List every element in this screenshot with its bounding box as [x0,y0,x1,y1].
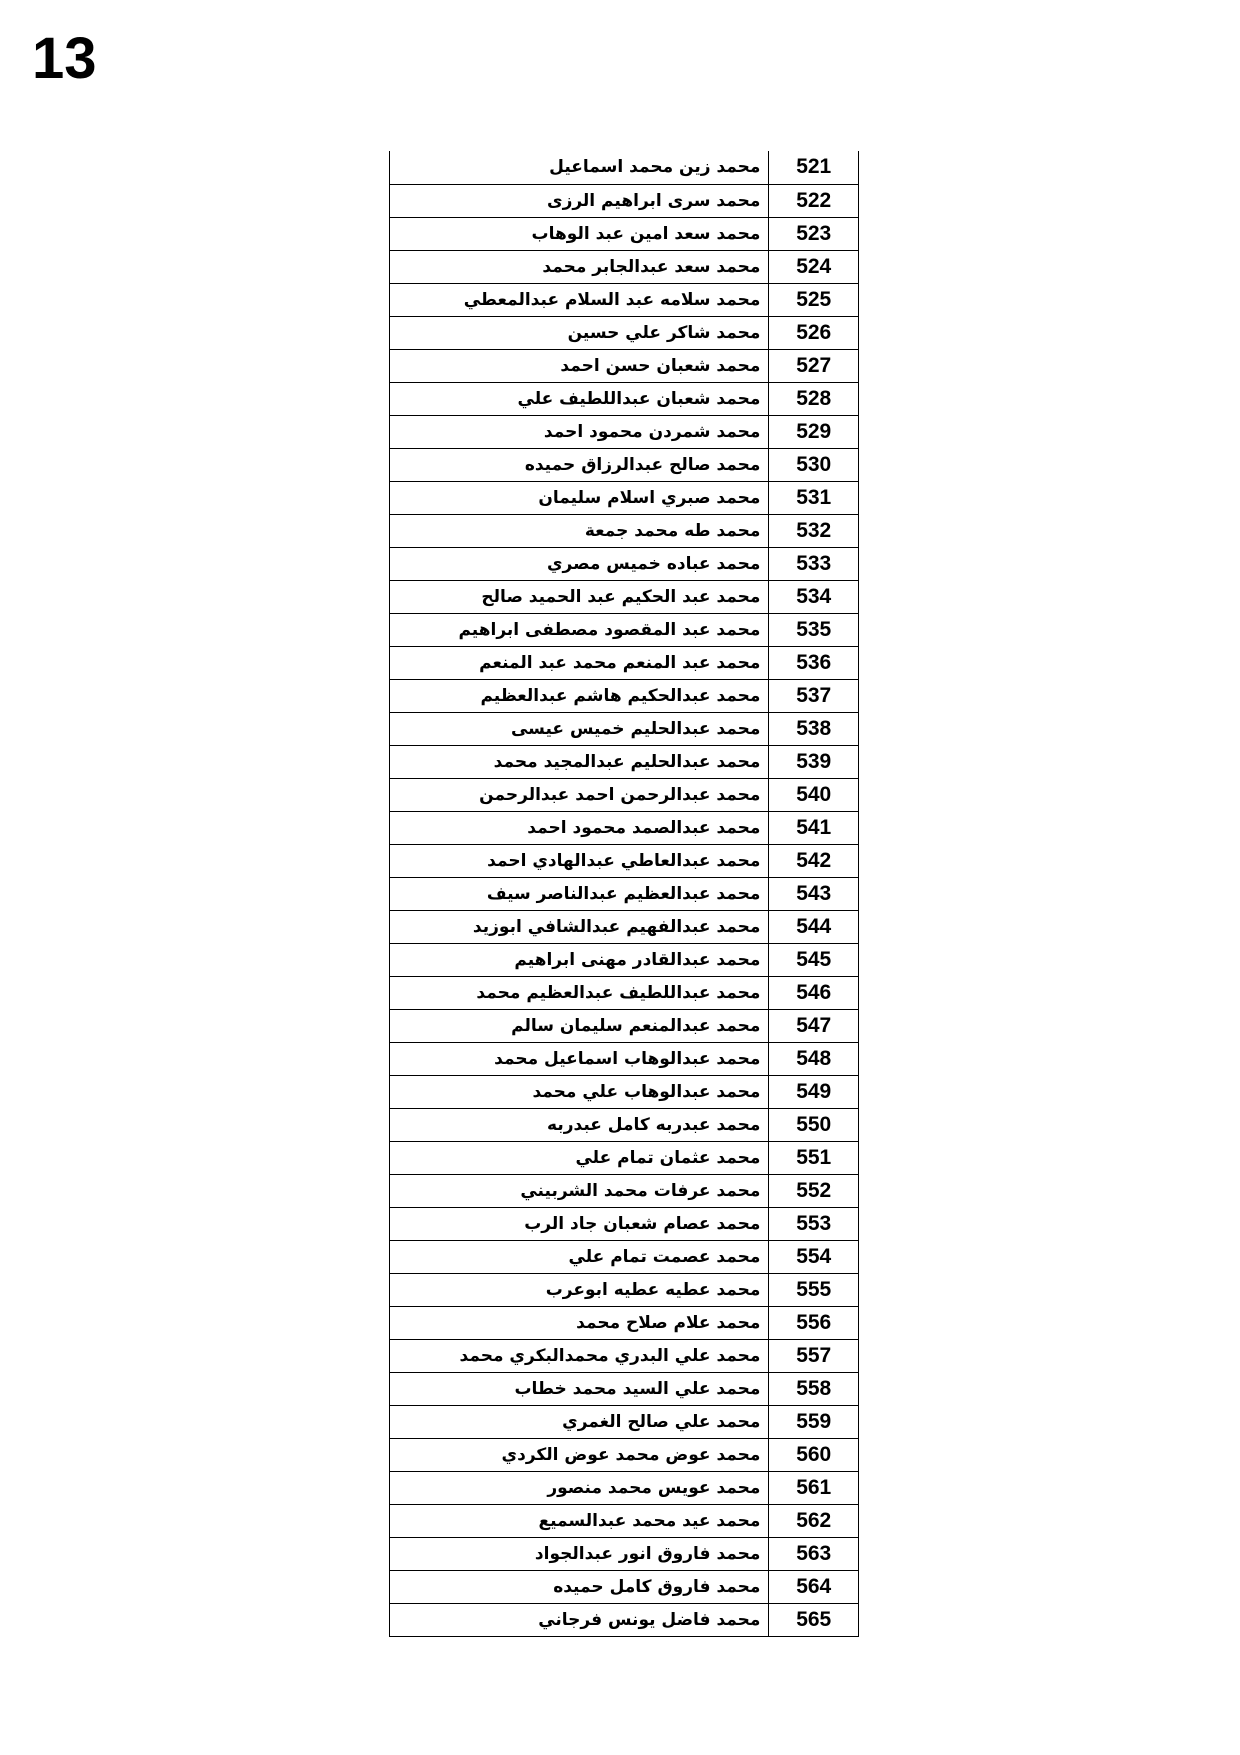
row-number: 539 [769,745,859,778]
row-number: 531 [769,481,859,514]
row-number: 548 [769,1042,859,1075]
table-row [390,745,859,778]
row-number: 551 [769,1141,859,1174]
table-row [390,1009,859,1042]
row-number: 553 [769,1207,859,1240]
person-name: محمد عبدالرحمن احمد عبدالرحمن [390,778,769,811]
person-name: محمد علي السيد محمد خطاب [390,1372,769,1405]
table-row [390,1207,859,1240]
person-name: محمد عبدالحكيم هاشم عبدالعظيم [390,679,769,712]
table-row [390,514,859,547]
person-name: محمد عباده خميس مصري [390,547,769,580]
table-row [390,415,859,448]
person-name: محمد عصام شعبان جاد الرب [390,1207,769,1240]
table-row [390,316,859,349]
person-name: محمد علي البدري محمدالبكري محمد [390,1339,769,1372]
table-row [390,580,859,613]
person-name: محمد صبري اسلام سليمان [390,481,769,514]
person-name: محمد عبد المقصود مصطفى ابراهيم [390,613,769,646]
row-number: 538 [769,712,859,745]
person-name: محمد سعد عبدالجابر محمد [390,250,769,283]
table-row [390,976,859,1009]
row-number: 530 [769,448,859,481]
row-number: 529 [769,415,859,448]
table-row [390,1141,859,1174]
person-name: محمد عبدربه كامل عبدربه [390,1108,769,1141]
row-number: 554 [769,1240,859,1273]
person-name: محمد عبدالعظيم عبدالناصر سيف [390,877,769,910]
row-number: 560 [769,1438,859,1471]
row-number: 540 [769,778,859,811]
person-name: محمد عيد محمد عبدالسميع [390,1504,769,1537]
row-number: 547 [769,1009,859,1042]
row-number: 557 [769,1339,859,1372]
table-row [390,1438,859,1471]
table-row [390,448,859,481]
person-name: محمد شاكر علي حسين [390,316,769,349]
table-row [390,811,859,844]
person-name: محمد عبد الحكيم عبد الحميد صالح [390,580,769,613]
table-row [390,1405,859,1438]
table-row [390,547,859,580]
person-name: محمد عصمت تمام علي [390,1240,769,1273]
person-name: محمد عبدالحليم عبدالمجيد محمد [390,745,769,778]
person-name: محمد عبدالوهاب علي محمد [390,1075,769,1108]
names-table-body [390,151,859,1636]
table-row [390,382,859,415]
table-row [390,1372,859,1405]
table-row [390,1603,859,1636]
person-name: محمد فاروق كامل حميده [390,1570,769,1603]
page-number: 13 [32,26,97,91]
row-number: 562 [769,1504,859,1537]
person-name: محمد عبد المنعم محمد عبد المنعم [390,646,769,679]
table-row [390,712,859,745]
person-name: محمد عبدالفهيم عبدالشافي ابوزيد [390,910,769,943]
table-row [390,1075,859,1108]
person-name: محمد طه محمد جمعة [390,514,769,547]
table-row [390,1240,859,1273]
row-number: 526 [769,316,859,349]
row-number: 546 [769,976,859,1009]
table-row [390,1042,859,1075]
row-number: 564 [769,1570,859,1603]
person-name: محمد عبدالصمد محمود احمد [390,811,769,844]
person-name: محمد علام صلاح محمد [390,1306,769,1339]
table-row [390,1471,859,1504]
row-number: 521 [769,151,859,184]
table-row [390,1108,859,1141]
person-name: محمد شعبان حسن احمد [390,349,769,382]
table-row [390,1174,859,1207]
person-name: محمد عثمان تمام علي [390,1141,769,1174]
table-row [390,844,859,877]
person-name: محمد عبدالقادر مهنى ابراهيم [390,943,769,976]
table-row [390,943,859,976]
table-row [390,151,859,184]
row-number: 524 [769,250,859,283]
person-name: محمد شعبان عبداللطيف علي [390,382,769,415]
row-number: 556 [769,1306,859,1339]
person-name: محمد عرفات محمد الشربيني [390,1174,769,1207]
person-name: محمد سلامه عبد السلام عبدالمعطي [390,283,769,316]
row-number: 522 [769,184,859,217]
row-number: 561 [769,1471,859,1504]
table-row [390,1537,859,1570]
table-row [390,184,859,217]
row-number: 549 [769,1075,859,1108]
row-number: 542 [769,844,859,877]
table-row [390,217,859,250]
table-row [390,646,859,679]
table-row [390,1339,859,1372]
table-row [390,481,859,514]
row-number: 565 [769,1603,859,1636]
row-number: 535 [769,613,859,646]
names-table [389,151,859,1637]
row-number: 525 [769,283,859,316]
table-row [390,1504,859,1537]
person-name: محمد زين محمد اسماعيل [390,151,769,184]
row-number: 537 [769,679,859,712]
table-row [390,250,859,283]
table-row [390,1273,859,1306]
person-name: محمد فاضل يونس فرجاني [390,1603,769,1636]
row-number: 550 [769,1108,859,1141]
person-name: محمد عوض محمد عوض الكردي [390,1438,769,1471]
person-name: محمد فاروق انور عبدالجواد [390,1537,769,1570]
row-number: 563 [769,1537,859,1570]
person-name: محمد عبدالعاطي عبدالهادي احمد [390,844,769,877]
row-number: 534 [769,580,859,613]
person-name: محمد شمردن محمود احمد [390,415,769,448]
row-number: 523 [769,217,859,250]
row-number: 527 [769,349,859,382]
table-row [390,1570,859,1603]
person-name: محمد سعد امين عبد الوهاب [390,217,769,250]
table-row [390,283,859,316]
table-row [390,613,859,646]
table-row [390,877,859,910]
table-row [390,349,859,382]
row-number: 555 [769,1273,859,1306]
person-name: محمد عبدالمنعم سليمان سالم [390,1009,769,1042]
table-row [390,778,859,811]
row-number: 533 [769,547,859,580]
person-name: محمد سرى ابراهيم الرزى [390,184,769,217]
row-number: 541 [769,811,859,844]
person-name: محمد عويس محمد منصور [390,1471,769,1504]
person-name: محمد علي صالح الغمري [390,1405,769,1438]
row-number: 558 [769,1372,859,1405]
person-name: محمد عبداللطيف عبدالعظيم محمد [390,976,769,1009]
row-number: 559 [769,1405,859,1438]
table-row [390,910,859,943]
person-name: محمد صالح عبدالرزاق حميده [390,448,769,481]
row-number: 532 [769,514,859,547]
row-number: 552 [769,1174,859,1207]
row-number: 545 [769,943,859,976]
person-name: محمد عبدالحليم خميس عيسى [390,712,769,745]
person-name: محمد عبدالوهاب اسماعيل محمد [390,1042,769,1075]
table-row [390,1306,859,1339]
row-number: 536 [769,646,859,679]
row-number: 544 [769,910,859,943]
row-number: 543 [769,877,859,910]
person-name: محمد عطيه عطيه ابوعرب [390,1273,769,1306]
table-row [390,679,859,712]
row-number: 528 [769,382,859,415]
